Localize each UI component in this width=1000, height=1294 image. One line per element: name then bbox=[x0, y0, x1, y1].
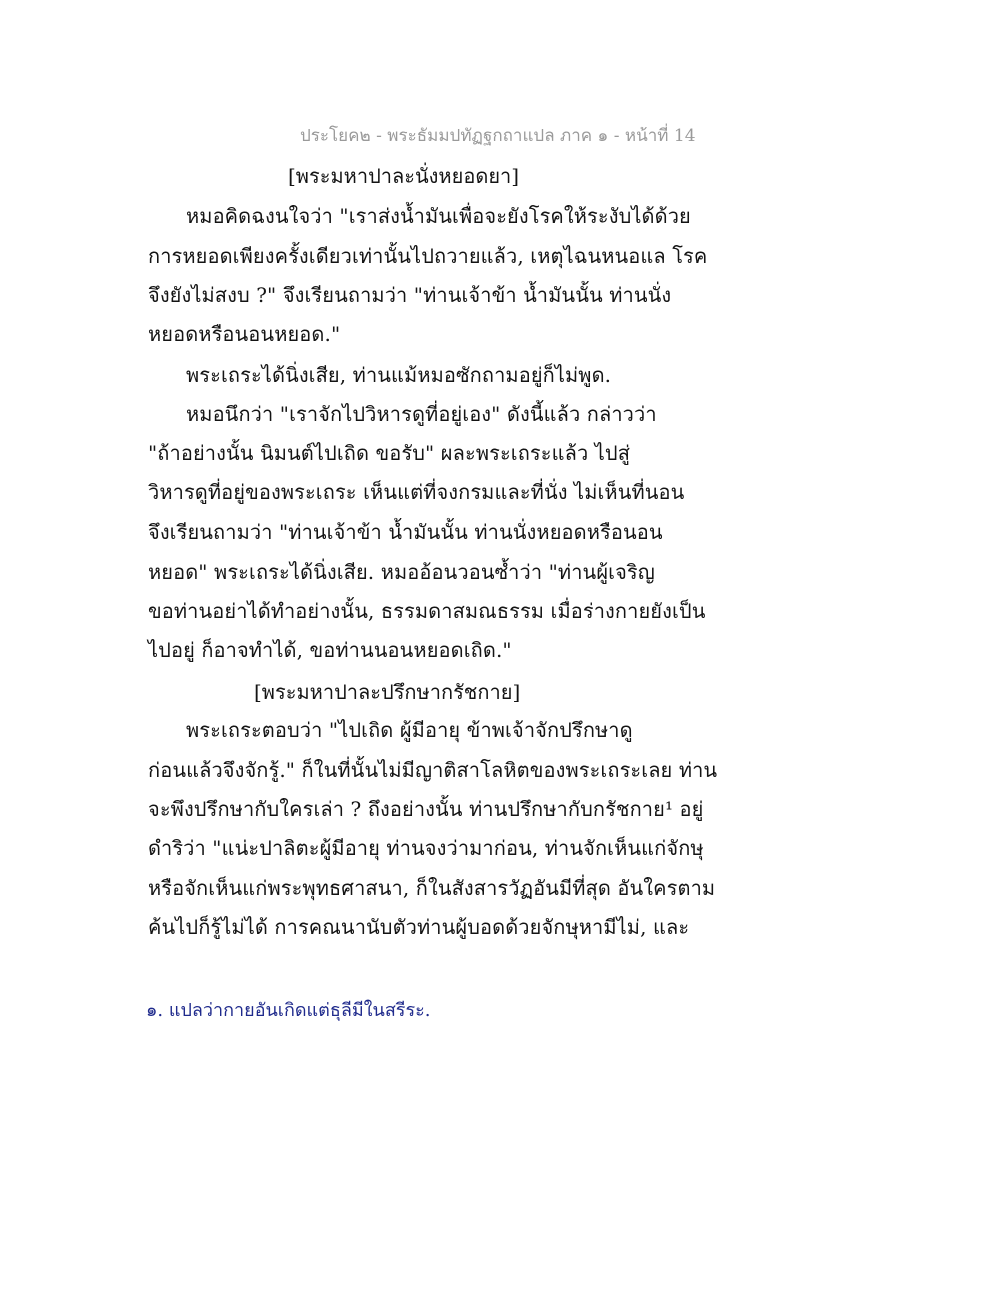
running-header: ประโยค๒ - พระธัมมปทัฏฐกถาแปล ภาค ๑ - หน้าที่ 14 bbox=[300, 126, 696, 146]
paragraph-line: หมอนึกว่า "เราจักไปวิหารดูที่อยู่เอง" ดังนี้แล้ว กล่าวว่า bbox=[186, 402, 657, 426]
paragraph-line: ค้นไปก็รู้ไม่ได้ การคณนานับตัวท่านผู้บอดด้วยจักษุหามีไม่, และ bbox=[148, 915, 690, 939]
paragraph-line: พระเถระได้นิ่งเสีย, ท่านแม้หมอซักถามอยู่ก็ไม่พูด. bbox=[186, 363, 612, 387]
paragraph-line: ก่อนแล้วจึงจักรู้." ก็ในที่นั้นไม่มีญาติสาโลหิตของพระเถระเลย ท่าน bbox=[148, 758, 718, 782]
paragraph-line: จึงยังไม่สงบ ?" จึงเรียนถามว่า "ท่านเจ้าข้า น้ำมันนั้น ท่านนั่ง bbox=[148, 283, 672, 307]
section-heading: [พระมหาปาละปรึกษากรัชกาย] bbox=[254, 680, 521, 704]
paragraph-line: หรือจักเห็นแก่พระพุทธศาสนา, ก็ในสังสารวัฏอันมีที่สุด อันใครตาม bbox=[148, 876, 716, 900]
paragraph-line: หยอดหรือนอนหยอด." bbox=[148, 322, 341, 346]
paragraph-line: "ถ้าอย่างนั้น นิมนต์ไปเถิด ขอรับ" ผละพระเถระแล้ว ไปสู่ bbox=[148, 441, 631, 465]
paragraph-line: การหยอดเพียงครั้งเดียวเท่านั้นไปถวายแล้ว, เหตุไฉนหนอแล โรค bbox=[148, 244, 708, 268]
paragraph-line: ขอท่านอย่าได้ทำอย่างนั้น, ธรรมดาสมณธรรม เมื่อร่างกายยังเป็น bbox=[148, 599, 706, 623]
footnote: ๑. แปลว่ากายอันเกิดแต่ธุลีมีในสรีระ. bbox=[146, 1000, 431, 1021]
paragraph-line: วิหารดูที่อยู่ของพระเถระ เห็นแต่ที่จงกรมและที่นั่ง ไม่เห็นที่นอน bbox=[148, 480, 685, 504]
paragraph-line: หยอด" พระเถระได้นิ่งเสีย. หมออ้อนวอนซ้ำว่า "ท่านผู้เจริญ bbox=[148, 560, 655, 584]
paragraph-line: พระเถระตอบว่า "ไปเถิด ผู้มีอายุ ข้าพเจ้าจักปรึกษาดู bbox=[186, 718, 633, 742]
section-heading: [พระมหาปาละนั่งหยอดยา] bbox=[288, 164, 520, 188]
paragraph-line: หมอคิดฉงนใจว่า "เราส่งน้ำมันเพื่อจะยังโรคให้ระงับได้ด้วย bbox=[186, 204, 691, 228]
paragraph-line: จะพึงปรึกษากับใครเล่า ? ถึงอย่างนั้น ท่านปรึกษากับกรัชกาย¹ อยู่ bbox=[148, 797, 704, 821]
paragraph-line: จึงเรียนถามว่า "ท่านเจ้าข้า น้ำมันนั้น ท่านนั่งหยอดหรือนอน bbox=[148, 520, 663, 544]
paragraph-line: ดำริว่า "แน่ะปาลิตะผู้มีอายุ ท่านจงว่ามาก่อน, ท่านจักเห็นแก่จักษุ bbox=[148, 836, 704, 860]
paragraph-line: ไปอยู่ ก็อาจทำได้, ขอท่านนอนหยอดเถิด." bbox=[148, 638, 512, 662]
